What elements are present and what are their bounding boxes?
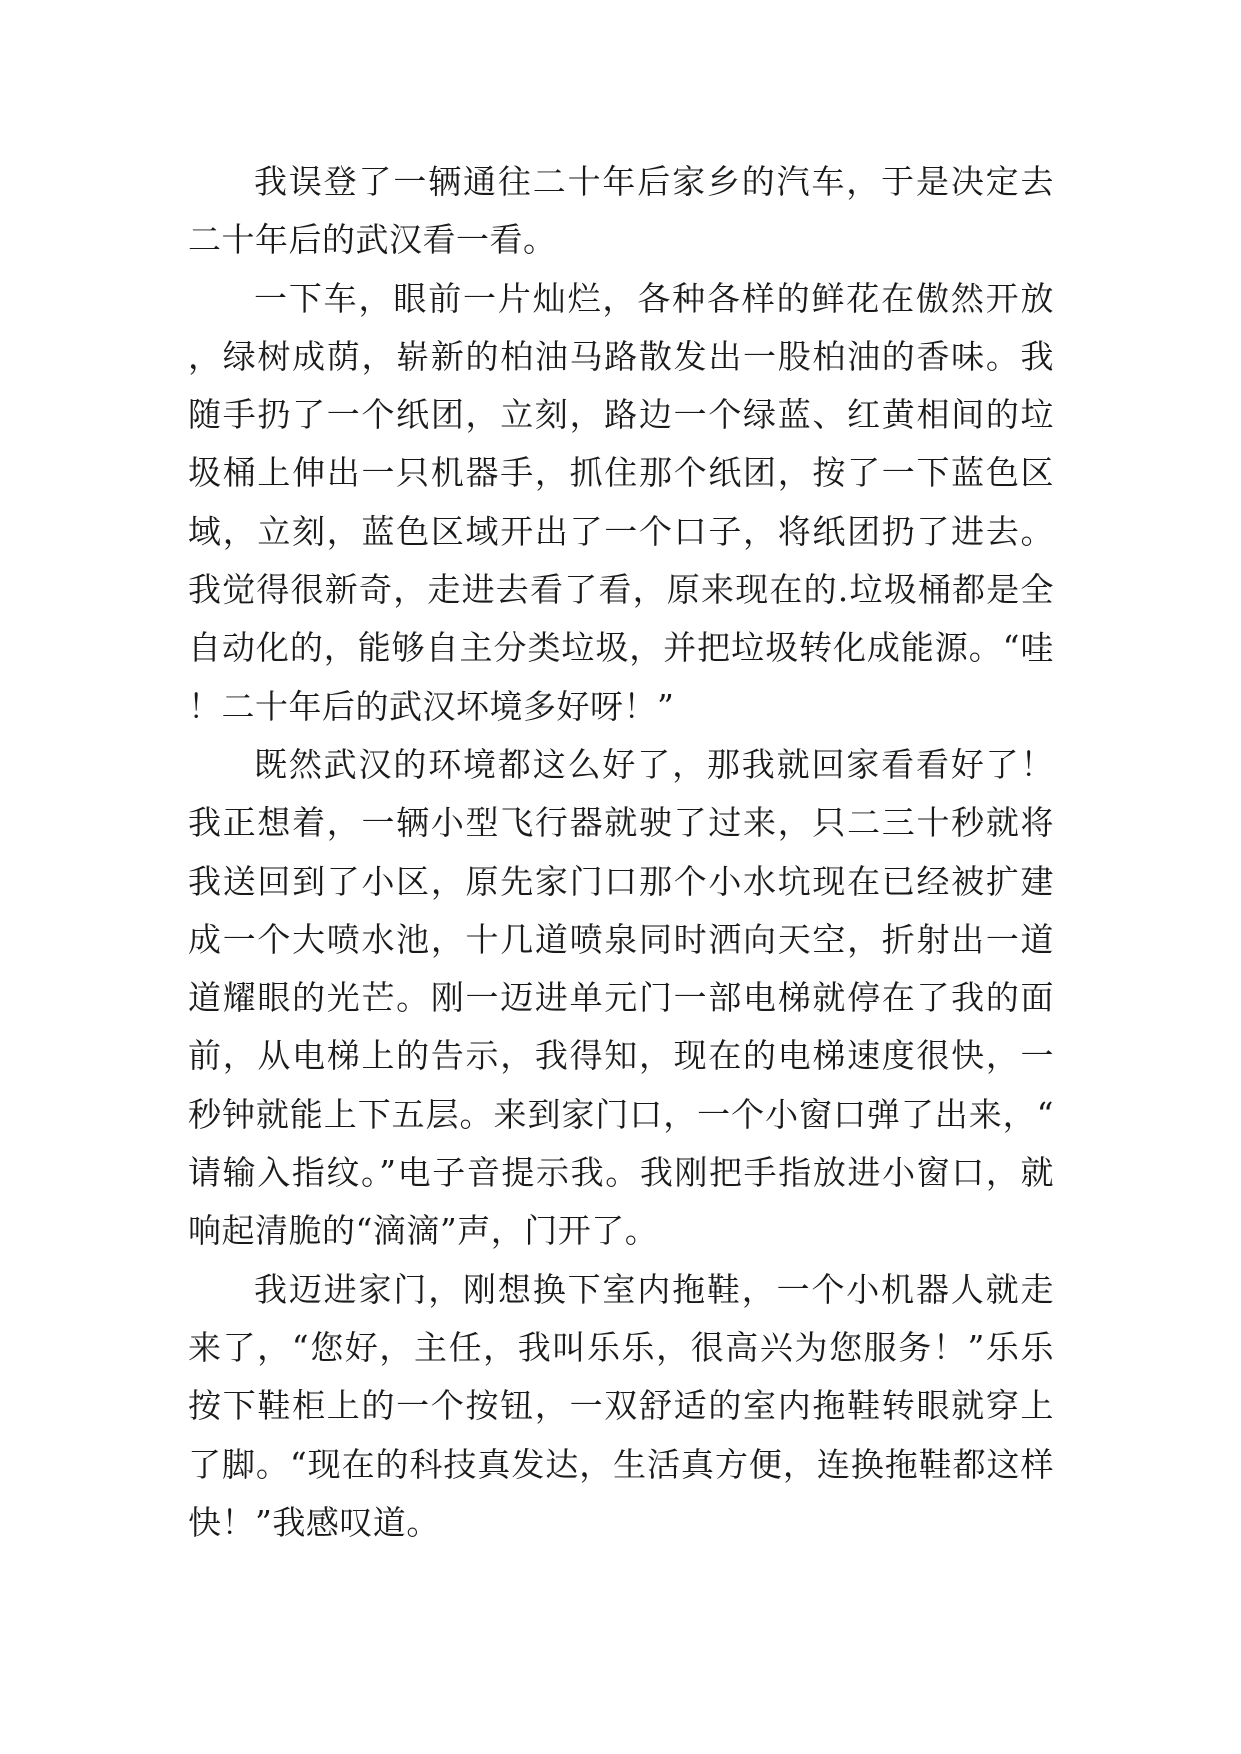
paragraph-2: 一下车，眼前一片灿烂，各种各样的鲜花在傲然开放，绿树成荫，崭新的柏油马路散发出一股柏油的香味。我随手扔了一个纸团，立刻，路边一个绿蓝、红黄相间的垃圾桶上伸出一只机器手，抓住那个纸团，按了一下蓝色区域，立刻，蓝色区域开出了一个口子，将纸团扔了进去。我觉得很新奇，走进去看了看，原来现在的.垃圾桶都是全自动化的，能够自主分类垃圾，并把垃圾转化成能源。“哇！二十年后的武汉坏境多好呀！”	[188, 278, 1054, 726]
paragraph-4: 我迈进家门，刚想换下室内拖鞋，一个小机器人就走来了，“您好，主任，我叫乐乐，很高兴为您服务！”乐乐按下鞋柜上的一个按钮，一双舒适的室内拖鞋转眼就穿上了脚。“现在的科技真发达，生活真方便，连换拖鞋都这样快！”我感叹道。	[188, 1269, 1054, 1542]
paragraph-3: 既然武汉的环境都这么好了，那我就回家看看好了！我正想着，一辆小型飞行器就驶了过来，只二三十秒就将我送回到了小区，原先家门口那个小水坑现在已经被扩建成一个大喷水池，十几道喷泉同时洒向天空，折射出一道道耀眼的光芒。刚一迈进单元门一部电梯就停在了我的面前，从电梯上的告示，我得知，现在的电梯速度很快，一秒钟就能上下五层。来到家门口，一个小窗口弹了出来，“请输入指纹。”电子音提示我。我刚把手指放进小窗口，就响起清脆的“滴滴”声，门开了。	[188, 744, 1054, 1251]
document-body	[188, 153, 1054, 1552]
paragraph-1: 我误登了一辆通往二十年后家乡的汽车，于是决定去二十年后的武汉看一看。	[188, 162, 1054, 260]
